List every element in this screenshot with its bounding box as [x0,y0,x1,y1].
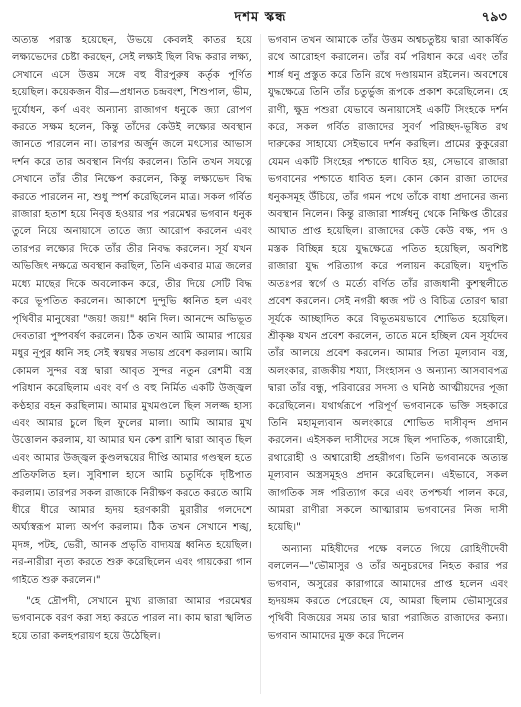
left-column [12,32,252,702]
paragraph: অন্যান্য মহিষীদের পক্ষে বলতে গিয়ে রোহিণীদেবী বললেন—"ভৌমাসুর ও তাঁর অনুচরদের নিহত করার পর ভগবান, অসুরের কারাগারে আমাদের প্রাপ্ত হলেন এবং হৃদয়ঙ্গম করতে পেরেছেন যে, আমরা ছিলাম ভৌমাসুরের পৃথিবী বিজয়ের সময় তার দ্বারা পরাজিত রাজাদের কন্যা। ভগবান আমাদের মুক্ত করে দিলেন [268,543,508,642]
paragraph: "হে দ্রৌপদী, সেখানে মুখ্য রাজারা আমার পরমেশ্বর ভগবানকে বরণ করা সহ্য করতে পারল না। কাম দ্বারা স্খলিত হয়ে তারা কলহপরায়ণ হয়ে উঠেছিল। [12,596,252,642]
right-column [268,32,508,702]
paragraph: অত্যন্ত পরাস্ত হয়েছেন, উভয়ে কেবলই কাতর হয়ে লক্ষ্যভেদের চেষ্টা করছেন, সেই লক্ষ্যই ছিল বিদ্ধ করার লক্ষ্য, সেখানে এসে উত্তম সঙ্গে বহু বীরপুরুষ কর্তৃক পূর্ণিত হয়েছিল। কয়েকজন বীর—প্রধানত চন্দ্রবংশ, শিশুপাল, ভীম, দুর্যোধন, কর্ণ এবং অন্যান্য রাজাগণ ধনুকে জ্যা রোপণ করতে সক্ষম হলেন, কিন্তু তাঁদের কেউই লক্ষ্যের অবস্থান জানতে পারলেন না। তারপর অর্জুন জলে মৎস্যের আভাস দর্শন করে তার অবস্থান নির্ণয় করলেন। তিনি তখন সযত্নে সেখানে তাঁর তীর নিক্ষেপ করলেন, কিন্তু লক্ষ্যভেদ বিদ্ধ করতে পারলেন না, শুধু স্পর্শ করেছিলেন মাত্র। সকল গর্বিত রাজারা হতাশ হয়ে নিবৃত্ত হওয়ার পর পরমেশ্বর ভগবান ধনুক তুলে নিয়ে অনায়াসে তাতে জ্যা আরোপ করলেন এবং তারপর লক্ষ্যের দিকে তাঁর তীর নিবদ্ধ করলেন। সূর্য যখন অভিজিৎ নক্ষত্রে অবস্থান করছিল, তিনি একবার মাত্র জলের মধ্যে মাছের দিকে অবলোকন করে, তীর দিয়ে সেটি বিদ্ধ করে ভূপতিত করলেন। আকাশে দুন্দুভি ধ্বনিত হল এবং পৃথিবীর মানুষেরা "জয়! জয়!" ধ্বনি দিল। আনন্দে অভিভূত দেবতারা পুষ্পবর্ষণ করলেন। ঠিক তখন আমি আমার পায়ের মধুর নূপুর ধ্বনি সহ সেই স্বয়ম্বর সভায় প্রবেশ করলাম। আমি কোমল সুন্দর বস্ত্র দ্বারা আবৃত সুন্দর নতুন রেশমী বস্ত্র পরিধান করেছিলাম এবং বর্ণ ও বহু নির্মিত একটি উজ্জ্বল কণ্ঠহার বহন করছিলাম। আমার মুখমণ্ডলে ছিল সলজ্জ হাস্য এবং আমার চুলে ছিল ফুলের মালা। আমি আমার মুখ উত্তোলন করলাম, যা আমার ঘন কেশ রাশি দ্বারা আবৃত ছিল এবং আমার উজ্জ্বল কুণ্ডলদ্বয়ের দীপ্তি আমার গণ্ডস্থল হতে প্রতিফলিত হল। সুবিশাল হাসে আমি চতুর্দিকে দৃষ্টিপাত করলাম। তারপর সকল রাজাকে নিরীক্ষণ করতে করতে আমি ধীরে ধীরে আমার হৃদয় হরণকারী মুরারীর গলদেশে অর্ঘ্যস্বরূপ মাল্য অর্পণ করলাম। ঠিক তখন সেখানে শঙ্খ, মৃদঙ্গ, পটহ, ভেরী, আনক প্রভৃতি বাদ্যযন্ত্র ধ্বনিত হয়েছিল। নর-নারীরা নৃত্য করতে শুরু করেছিলেন এবং গায়কেরা গান গাইতে শুরু করলেন।" [12,35,252,586]
paragraph: ভগবান তখন আমাকে তাঁর উত্তম অশ্বচতুষ্টয় দ্বারা আকর্ষিত রথে আরোহণ করালেন। তাঁর বর্ম পরিধান করে এবং তাঁর শার্ঙ্গ ধনু প্রস্তুত করে তিনি রথে দণ্ডায়মান রইলেন। অবশেষে যুদ্ধক্ষেত্রে তিনি তাঁর চতুর্ভুজ রূপকে প্রকাশ করেছিলেন। হে রাণী, ক্ষুদ্র পশুরা যেভাবে অনায়াসেই একটি সিংহকে দর্শন করে, সকল গর্বিত রাজাদের সুবর্ণ পরিচ্ছদ-ভূষিত রথ দারুকের সাহায্যে সেইভাবে দর্শন করছিল। প্রামের কুকুরেরা যেমন একটি সিংহের পশ্চাতে ধাবিত হয়, সেভাবে রাজারা ভগবানের পশ্চাতে ধাবিত হল। কোন কোন রাজা তাদের ধনুকসমূহ উঁচিয়ে, তাঁর গমন পথে তাঁকে বাধা প্রদানের জন্য অবস্থান নিলেন। কিন্তু রাজারা শার্ঙ্গধনু থেকে নিক্ষিপ্ত তীরের আঘাত প্রাপ্ত হয়েছিল। রাজাদের কেউ কেউ বক্ষ, পদ ও মস্তক বিচ্ছিন্ন হয়ে যুদ্ধক্ষেত্রে পতিত হয়েছিল, অবশিষ্ট রাজারা যুদ্ধ পরিত্যাগ করে পলায়ন করেছিল। যদুপতি অতঃপর স্বর্গে ও মর্ত্যে বর্ণিত তাঁর রাজধানী কুশস্থলীতে প্রবেশ করলেন। সেই নগরী ধ্বজ পট ও বিচিত্র তোরণ দ্বারা সূর্যকে আচ্ছাদিত করে বিভূতময়ভাবে শোভিত হয়েছিল। শ্রীকৃষ্ণ যখন প্রবেশ করলেন, তাতে মনে হচ্ছিল যেন সূর্যদেব তাঁর আলয়ে প্রবেশ করলেন। আমার পিতা মূল্যবান বস্ত্র, অলংকার, রাজকীয় শয্যা, সিংহাসন ও অন্যান্য আসবাবপত্র দ্বারা তাঁর বন্ধু, পরিবারের সদস্য ও ঘনিষ্ঠ আত্মীয়দের পূজা করেছিলেন। যথার্থরূপে পরিপূর্ণ ভগবানকে ভক্তি সহকারে তিনি মহামূল্যবান অলংকারে শোভিত দাসীবৃন্দ প্রদান করলেন। এইসকল দাসীদের সঙ্গে ছিল পদাতিক, গজারোহী, রথারোহী ও অশ্বারোহী প্রহরীগণ। তিনি ভগবানকে অত্যন্ত মূল্যবান অস্ত্রসমূহও প্রদান করেছিলেন। এইভাবে, সকল জাগতিক সঙ্গ পরিত্যাগ করে এবং তপশ্চর্যা পালন করে, আমরা রাণীরা সকলে আত্মারাম ভগবানের নিজ দাসী হয়েছি।" [268,35,508,534]
column-gutter [260,34,261,694]
page-number: ৭৯৩ [481,10,507,25]
page-header [0,8,521,32]
running-title: দশম স্কন্ধ [234,10,287,25]
